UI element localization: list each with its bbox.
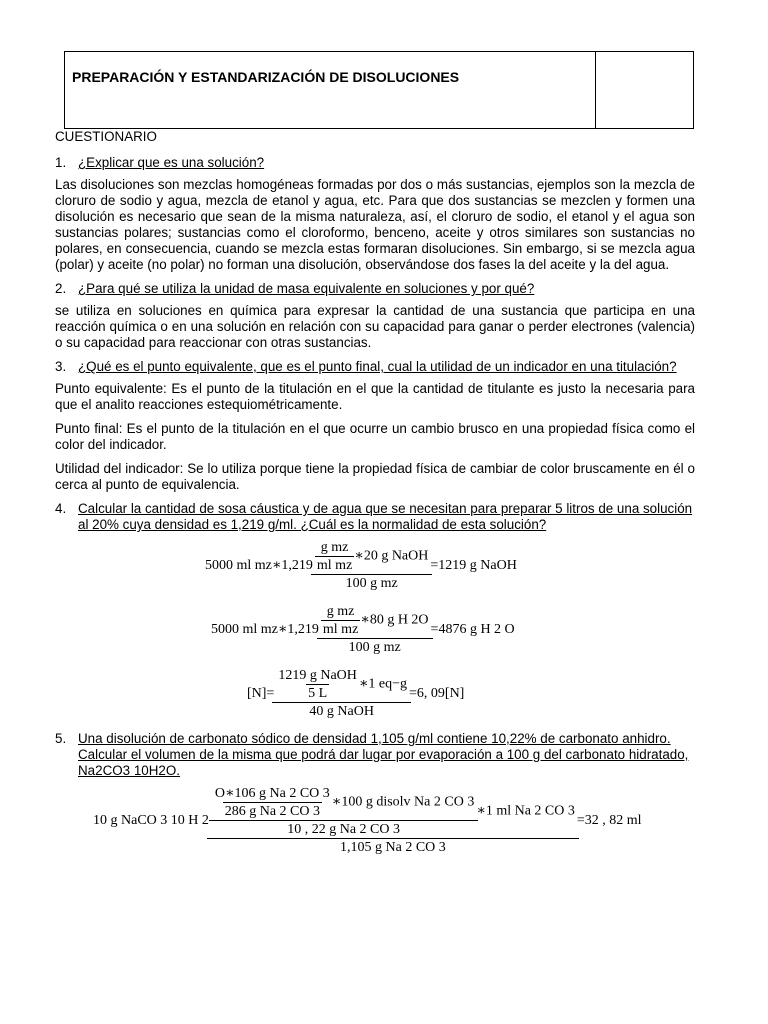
equation-rhs: =32 , 82 ml xyxy=(576,813,642,828)
inner-fraction xyxy=(213,785,332,820)
equation-fraction xyxy=(319,603,431,656)
section-title: CUESTIONARIO xyxy=(55,129,157,144)
inner-tail: ∗100 g disolv Na 2 CO 3 xyxy=(331,794,475,810)
fraction-denominator: 100 g mz xyxy=(311,574,432,592)
inner-numerator: g mz xyxy=(320,540,349,555)
question-text: ¿Explicar que es una solución? xyxy=(78,155,265,170)
question-text: ¿Para qué se utiliza la unidad de masa equivalente en soluciones y por qué? xyxy=(78,281,535,296)
inner-denominator: 286 g Na 2 CO 3 xyxy=(224,804,320,819)
equation-lhs: 5000 ml mz∗1,219 xyxy=(211,622,319,637)
fraction-denominator: 40 g NaOH xyxy=(272,702,411,720)
question-number: 5. xyxy=(55,731,67,746)
question-number: 4. xyxy=(55,501,67,516)
equation-rhs: =6, 09[N] xyxy=(409,686,465,701)
fraction-numerator xyxy=(274,667,409,702)
answer-1: Las disoluciones son mezclas homogéneas formadas por dos o más sustancias, ejemplos son la mezcla de cloruro de sodio y agua, mezcla de etanol y agua, etc. Para que dos sustancias se mezclen y formen una disolución es necesario que sean de la misma naturaleza, así, el cloruro de sodio, el etanol y el agua son sustancias polares; sustancias como el cloroformo, benceno, aceite y otros similares son sustancias no polares, en consecuencia, cuando se mezcla estas formaran disoluciones. Sin embargo, si se mezcla agua (polar) y aceite (no polar) no forman una disolución, observándose dos fases la del aceite y la del agua. xyxy=(55,177,695,272)
equation-lhs: 5000 ml mz∗1,219 xyxy=(205,558,313,573)
numerator-tail: ∗1 eq−g xyxy=(358,676,408,692)
equation-water xyxy=(55,603,695,667)
inner-fraction xyxy=(276,667,359,702)
question-text: Una disolución de carbonato sódico de densidad 1,105 g/ml contiene 10,22% de carbonato anhidro. Calcular el volumen de la misma que podrá dar lugar por evaporación a 100 g del carbonato hidratado, Na2CO3 10H2O. xyxy=(78,731,689,778)
numerator-tail: ∗20 g NaOH xyxy=(354,548,429,564)
fraction-numerator xyxy=(209,785,577,838)
middle-denominator: 10 , 22 g Na 2 CO 3 xyxy=(209,820,478,838)
middle-tail: ∗1 ml Na 2 CO 3 xyxy=(476,803,575,819)
numerator-tail: ∗80 g H 2O xyxy=(360,612,429,628)
document-body xyxy=(55,129,695,865)
fraction-denominator: 1,105 g Na 2 CO 3 xyxy=(207,838,579,856)
fraction-denominator: 100 g mz xyxy=(317,638,433,656)
middle-fraction xyxy=(211,785,476,838)
equation-fraction xyxy=(313,539,430,592)
question-number: 3. xyxy=(55,359,67,374)
question-1 xyxy=(55,155,695,171)
inner-numerator: O∗106 g Na 2 CO 3 xyxy=(214,786,330,801)
inner-fraction xyxy=(315,539,354,574)
answer-3-end-point: Punto final: Es el punto de la titulación en el que ocurre un cambio brusco en una propiedad física como el color del indicador. xyxy=(55,421,695,452)
answer-3-equivalent-point: Punto equivalente: Es el punto de la titulación en el que la cantidad de titulante es justo la necesaria para que el analito reacciones estequiométricamente. xyxy=(55,381,695,412)
answer-3-indicator-utility: Utilidad del indicador: Se lo utiliza porque tiene la propiedad física de cambiar de color bruscamente en él o cerca al punto de equivalencia. xyxy=(55,461,695,492)
equation-carbonate xyxy=(55,785,695,865)
equation-naoh xyxy=(55,539,695,603)
inner-numerator: 1219 g NaOH xyxy=(278,668,357,683)
inner-numerator: g mz xyxy=(326,604,355,619)
equation-rhs: =1219 g NaOH xyxy=(430,558,517,573)
document-title: PREPARACIÓN Y ESTANDARIZACIÓN DE DISOLUCIONES xyxy=(72,69,460,85)
answer-2: se utiliza en soluciones en química para expresar la cantidad de una sustancia que participa en una reacción química o en una solución en relación con su capacidad para ganar o perder electrones (valencia) o su capacidad para reaccionar con otras sustancias. xyxy=(55,303,695,350)
question-5 xyxy=(55,731,695,779)
inner-denominator: ml mz xyxy=(316,558,353,573)
question-4 xyxy=(55,501,695,533)
question-text: ¿Qué es el punto equivalente, que es el punto final, cual la utilidad de un indicador en una titulación? xyxy=(78,359,677,374)
fraction-numerator xyxy=(319,603,431,638)
inner-denominator: 5 L xyxy=(308,686,328,701)
question-text: Calcular la cantidad de sosa cáustica y de agua que se necesitan para preparar 5 litros de una solución al 20% cuya densidad es 1,219 g/ml. ¿Cuál es la normalidad de esta solución? xyxy=(78,501,693,532)
equation-lhs: 10 g NaCO 3 10 H 2 xyxy=(93,813,209,828)
question-3 xyxy=(55,359,695,375)
equation-fraction xyxy=(209,785,577,856)
equation-fraction xyxy=(274,667,409,720)
question-number: 2. xyxy=(55,281,67,296)
header-divider xyxy=(595,52,596,128)
equation-rhs: =4876 g H 2 O xyxy=(430,622,515,637)
middle-numerator xyxy=(211,785,476,820)
equation-lhs: [N]= xyxy=(247,686,275,701)
fraction-numerator xyxy=(313,539,430,574)
question-number: 1. xyxy=(55,155,67,170)
inner-denominator: ml mz xyxy=(322,622,359,637)
inner-fraction xyxy=(321,603,360,638)
header-table xyxy=(64,51,694,129)
question-2 xyxy=(55,281,695,297)
equation-normality xyxy=(55,667,695,731)
